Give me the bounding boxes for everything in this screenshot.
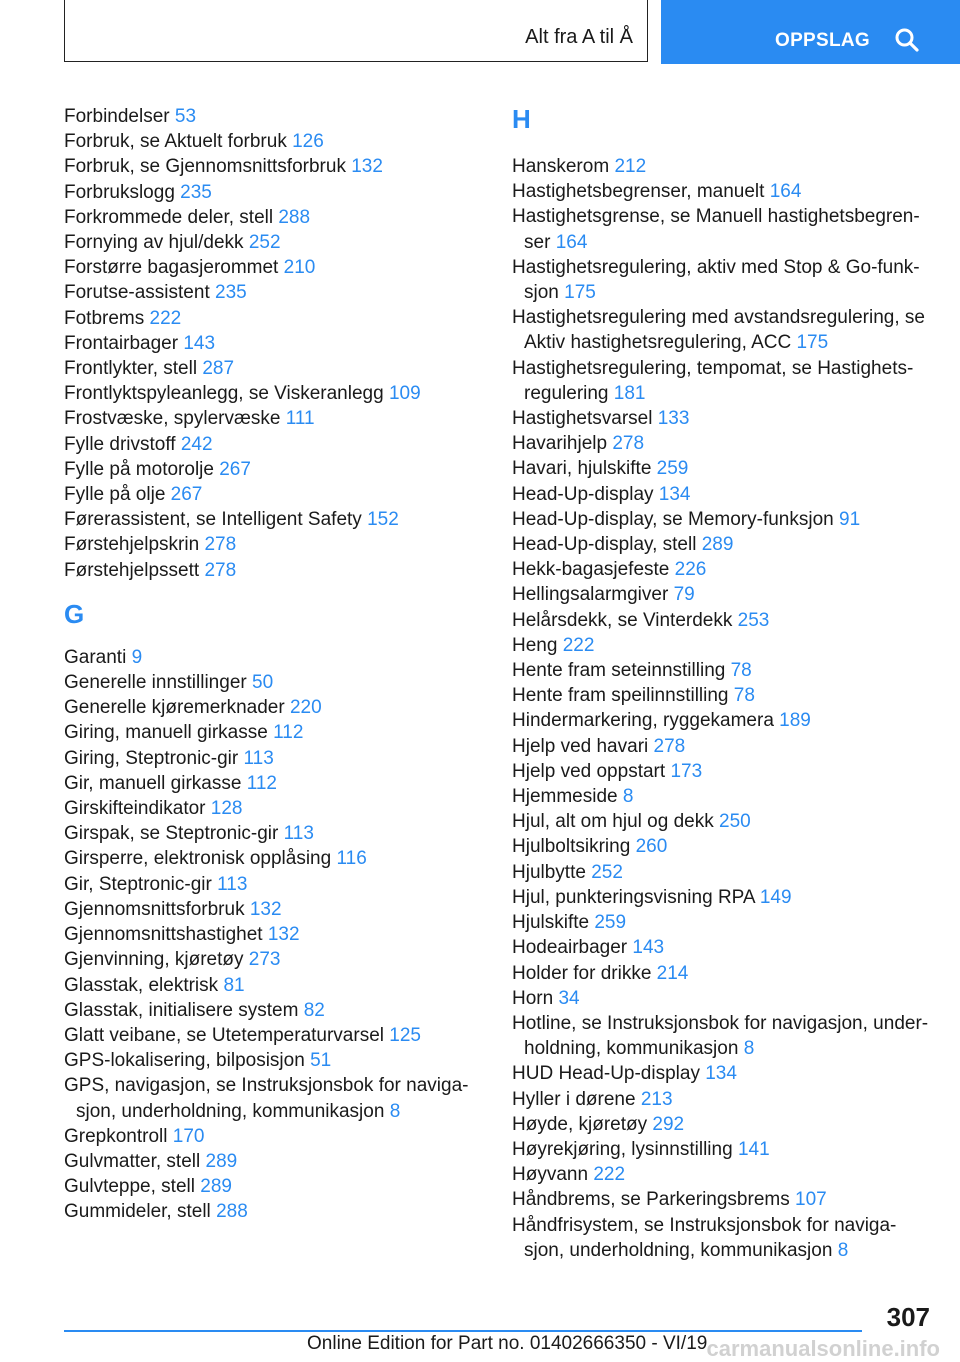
index-entry: [512, 1011, 942, 1061]
index-entry-text: Heng: [512, 634, 558, 656]
page-link[interactable]: 288: [216, 1201, 248, 1223]
index-entry-text: Fylle på olje: [64, 484, 166, 506]
page-link[interactable]: 222: [562, 634, 595, 656]
page-link[interactable]: 213: [640, 1088, 673, 1110]
index-entry-text: Generelle innstillinger: [64, 672, 247, 694]
index-entry-text-continued: Aktiv hastighetsregulering, ACC: [524, 332, 792, 354]
index-entry: [64, 1023, 494, 1048]
index-entry: [512, 557, 942, 582]
page-link[interactable]: 143: [632, 937, 665, 959]
index-entry: [64, 821, 494, 846]
page-link[interactable]: 133: [657, 408, 690, 430]
index-entry: [512, 885, 942, 910]
page-link[interactable]: 143: [183, 332, 216, 354]
index-entry: [512, 961, 942, 986]
index-entry: [512, 860, 942, 885]
index-entry: [512, 759, 942, 784]
index-entry-text: Hente fram seteinnstilling: [512, 660, 726, 682]
index-entry: [64, 280, 494, 305]
footer-divider: [64, 1330, 862, 1332]
search-icon: [894, 27, 920, 53]
page-link[interactable]: 222: [149, 307, 182, 329]
index-entry-text: Hotline, se Instruksjonsbok for navigasjon, under-: [512, 1012, 929, 1034]
page-link[interactable]: 222: [593, 1164, 626, 1186]
page-link[interactable]: 132: [267, 924, 300, 946]
index-entry-text: Forkrommede deler, stell: [64, 206, 274, 228]
index-entry-text: HUD Head-Up-display: [512, 1063, 700, 1085]
page-link[interactable]: 170: [172, 1125, 205, 1147]
index-entry: [64, 406, 494, 431]
index-entry-text: Hastighetsgrense, se Manuell hastighetsbegren-: [512, 206, 920, 228]
index-entry-text: Førstehjelpskrin: [64, 534, 200, 556]
index-entry-text: Grepkontroll: [64, 1125, 168, 1147]
index-entry-text: Hente fram speilinnstilling: [512, 685, 729, 707]
oppslag-button-label: OPPSLAG: [775, 30, 871, 51]
index-entry-text: Head-Up-display, stell: [512, 534, 697, 556]
page-link[interactable]: 81: [223, 974, 245, 996]
index-entry: [512, 179, 942, 204]
index-entry: [512, 406, 942, 431]
index-entry-text: Hastighetsvarsel: [512, 408, 653, 430]
page-link[interactable]: 220: [289, 697, 322, 719]
index-entry-text: Hastighetsbegrenser, manuelt: [512, 181, 765, 203]
index-entry-text: Gir, manuell girkasse: [64, 772, 242, 794]
index-entry: [64, 1149, 494, 1174]
index-entry-text: Førstehjelpssett: [64, 559, 200, 581]
index-entry-text: Hjelp ved oppstart: [512, 760, 666, 782]
index-entry: [64, 1199, 494, 1224]
index-entry: [64, 205, 494, 230]
index-entry: [64, 457, 494, 482]
index-column-right: [512, 104, 942, 1263]
index-entry: [64, 482, 494, 507]
index-entry-text: Hindermarkering, ryggekamera: [512, 710, 774, 732]
index-entry-text: Hjulskifte: [512, 912, 590, 934]
index-entry: [512, 1187, 942, 1212]
index-entry-text: Havari, hjulskifte: [512, 458, 652, 480]
index-entry-text: Fylle på motorolje: [64, 458, 214, 480]
page-link[interactable]: 164: [555, 231, 588, 253]
page-link[interactable]: 134: [705, 1063, 737, 1085]
index-entry-text: Hjul, alt om hjul og dekk: [512, 811, 714, 833]
index-entry-text: Holder for drikke: [512, 962, 652, 984]
index-entry-text: Havarihjelp: [512, 433, 608, 455]
watermark: carmanualsonline.info: [706, 1336, 940, 1361]
index-entry: [64, 255, 494, 280]
index-entry-text: Hjemmeside: [512, 786, 618, 808]
index-entry: [512, 356, 942, 406]
page-link[interactable]: 252: [591, 861, 623, 883]
page-link[interactable]: 50: [252, 672, 274, 694]
page-link[interactable]: 78: [733, 685, 755, 707]
index-entry: [64, 695, 494, 720]
index-entry-text: Høyde, kjøretøy: [512, 1113, 648, 1135]
index-entry-text: Generelle kjøremerknader: [64, 697, 285, 719]
index-entry: [64, 998, 494, 1023]
index-entry: [512, 255, 942, 305]
index-entry: [512, 834, 942, 859]
index-entry: [64, 973, 494, 998]
index-entry-text: Førerassistent, se Intelligent Safety: [64, 509, 362, 531]
page-link[interactable]: 8: [837, 1239, 849, 1261]
page-link[interactable]: 181: [613, 382, 646, 404]
page-link[interactable]: 289: [701, 534, 734, 556]
index-entry-text: Forbrukslogg: [64, 181, 175, 203]
page-link[interactable]: 235: [215, 282, 247, 304]
index-entry: [64, 947, 494, 972]
page-link[interactable]: 8: [743, 1038, 755, 1060]
index-entry-text: Glatt veibane, se Utetemperaturvarsel: [64, 1024, 384, 1046]
header-tab: [64, 0, 648, 62]
index-entry: [64, 356, 494, 381]
index-entry-text: Glasstak, initialisere system: [64, 999, 299, 1021]
index-entry: [512, 809, 942, 834]
index-entry: [512, 683, 942, 708]
index-entry: [64, 645, 494, 670]
index-entry-text: Frontairbager: [64, 332, 179, 354]
section-letter: G: [64, 598, 85, 629]
index-entry: [512, 910, 942, 935]
index-entry-text: GPS, navigasjon, se Instruksjonsbok for naviga-: [64, 1075, 469, 1097]
index-entry: [64, 746, 494, 771]
index-entry: [64, 154, 494, 179]
index-entry: [512, 1087, 942, 1112]
index-entry: [512, 1137, 942, 1162]
page-link[interactable]: 53: [174, 106, 197, 127]
index-entry-text: Frontlykter, stell: [64, 358, 198, 380]
index-entry: [64, 846, 494, 871]
page-link[interactable]: 259: [594, 912, 627, 934]
index-entry-text: Gir, Steptronic-gir: [64, 873, 212, 895]
index-entry: [64, 104, 494, 129]
page-link[interactable]: 273: [248, 949, 281, 971]
index-entry-text: Garanti: [64, 646, 127, 668]
index-entry: [64, 558, 494, 583]
page-link[interactable]: 116: [336, 848, 367, 870]
index-entry-text: Høyvann: [512, 1164, 589, 1186]
page-link[interactable]: 8: [389, 1100, 401, 1122]
page-link[interactable]: 289: [205, 1150, 238, 1172]
index-entry: [64, 381, 494, 406]
index-entry-text: Hastighetsregulering, aktiv med Stop & Go-funk-: [512, 256, 920, 278]
index-entry: [512, 708, 942, 733]
page-link[interactable]: 51: [310, 1050, 332, 1072]
page-link[interactable]: 287: [202, 358, 235, 380]
index-entry-text: Helårsdekk, se Vinterdekk: [512, 609, 733, 631]
index-entry: [64, 1124, 494, 1149]
index-entry-text: Frontlyktspyleanlegg, se Viskeranlegg: [64, 383, 384, 405]
page-link[interactable]: 278: [612, 433, 645, 455]
page-title: Alt fra A til Å: [525, 26, 633, 48]
index-entry: [64, 1073, 494, 1123]
index-entry: [512, 305, 942, 355]
index-entry: [64, 897, 494, 922]
index-entry-text: Horn: [512, 987, 554, 1009]
index-entry-text: Håndbrems, se Parkeringsbrems: [512, 1189, 790, 1211]
page-link[interactable]: 214: [656, 962, 689, 984]
index-entry-text-continued: ser: [524, 231, 551, 253]
index-entry: [64, 1174, 494, 1199]
page-link[interactable]: 113: [283, 823, 314, 845]
index-entry: [512, 431, 942, 456]
index-entry: [512, 784, 942, 809]
index-entry-text: Gulvmatter, stell: [64, 1150, 201, 1172]
index-entry-text: Hekk-bagasjefeste: [512, 559, 670, 581]
page-link[interactable]: 164: [769, 181, 802, 203]
index-entry-text: Girsperre, elektronisk opplåsing: [64, 848, 332, 870]
index-entry: [512, 582, 942, 607]
index-entry-text: Fotbrems: [64, 307, 145, 329]
index-entry-text: Hjulboltsikring: [512, 836, 631, 858]
page-link[interactable]: 175: [564, 282, 596, 304]
index-entry-text: Hastighetsregulering med avstandsregulering, se: [512, 307, 925, 329]
index-entry-text: Gjennomsnittsforbruk: [64, 898, 245, 920]
index-entry-text: Fylle drivstoff: [64, 433, 176, 455]
index-entry-text: Head-Up-display: [512, 483, 654, 505]
index-entry-text: Giring, manuell girkasse: [64, 722, 268, 744]
page-link[interactable]: 212: [614, 156, 647, 177]
index-entry: [512, 1162, 942, 1187]
page-link[interactable]: 259: [656, 458, 689, 480]
index-entry: [512, 456, 942, 481]
page-link[interactable]: 91: [839, 508, 861, 530]
index-entry-text: Hanskerom: [512, 156, 610, 177]
index-entry-text: Hjelp ved havari: [512, 735, 649, 757]
index-entry-text: Girspak, se Steptronic-gir: [64, 823, 279, 845]
page-link[interactable]: 189: [779, 710, 811, 732]
index-entry-text: Forutse-assistent: [64, 282, 210, 304]
page-link[interactable]: 134: [658, 483, 691, 505]
page-link[interactable]: 132: [249, 898, 282, 920]
index-entry-text: Giring, Steptronic-gir: [64, 747, 239, 769]
index-entry-text: Hastighetsregulering, tempomat, se Hastighets-: [512, 357, 914, 379]
index-entry-text: Gjenvinning, kjøretøy: [64, 949, 244, 971]
page-link[interactable]: 82: [303, 999, 325, 1021]
index-entry: [64, 1048, 494, 1073]
page-link[interactable]: 250: [719, 811, 751, 833]
index-entry: [512, 204, 942, 254]
page-link[interactable]: 235: [180, 181, 212, 203]
page-link[interactable]: 267: [170, 484, 203, 506]
index-entry-text: Hodeairbager: [512, 937, 628, 959]
page-link[interactable]: 173: [670, 760, 703, 782]
page-link[interactable]: 242: [180, 433, 213, 455]
index-entry: [64, 922, 494, 947]
page-link[interactable]: 289: [200, 1176, 232, 1198]
index-entry-text: Gjennomsnittshastighet: [64, 924, 263, 946]
page-link[interactable]: 278: [653, 735, 686, 757]
index-entry-text: Hellingsalarmgiver: [512, 584, 669, 606]
index-entry-text: Forbruk, se Aktuelt forbruk: [64, 131, 287, 153]
index-entry: [512, 658, 942, 683]
index-entry-text: Fornying av hjul/dekk: [64, 232, 244, 254]
index-entry: [512, 935, 942, 960]
index-entry: [64, 180, 494, 205]
edition-text: Online Edition for Part no. 01402666350 - VI/19: [307, 1333, 708, 1354]
page-link[interactable]: 34: [558, 987, 580, 1009]
page-link[interactable]: 278: [204, 559, 237, 581]
index-entry-text-continued: sjon: [524, 282, 559, 304]
page-link[interactable]: 125: [389, 1024, 421, 1046]
page-link[interactable]: 226: [674, 559, 707, 581]
page-link[interactable]: 9: [131, 646, 143, 668]
page-link[interactable]: 112: [246, 772, 277, 794]
index-entry-text: Forbruk, se Gjennomsnittsforbruk: [64, 156, 346, 178]
page-link[interactable]: 132: [351, 156, 383, 178]
index-entry-text: Forbindelser: [64, 106, 170, 127]
index-entry: [512, 507, 942, 532]
page-link[interactable]: 149: [759, 886, 792, 908]
index-entry: [64, 796, 494, 821]
index-entry: [512, 482, 942, 507]
page-link[interactable]: 113: [243, 747, 274, 769]
page-link[interactable]: 253: [737, 609, 770, 631]
index-entry: [64, 230, 494, 255]
index-entry-text-continued: holdning, kommunikasjon: [524, 1038, 739, 1060]
page-link[interactable]: 260: [635, 836, 668, 858]
page-link[interactable]: 210: [283, 257, 316, 279]
index-entry: [512, 154, 942, 179]
page-link[interactable]: 128: [210, 798, 243, 820]
index-entry-text: Hjul, punkteringsvisning RPA: [512, 886, 755, 908]
index-entry-text: Håndfrisystem, se Instruksjonsbok for naviga-: [512, 1214, 897, 1236]
index-entry: [64, 771, 494, 796]
page-number: 307: [886, 1302, 930, 1332]
index-entry: [512, 633, 942, 658]
index-entry: [512, 734, 942, 759]
index-entry-text: Hjulbytte: [512, 861, 586, 883]
index-entry-text: Frostvæske, spylervæske: [64, 408, 281, 430]
index-entry-text: Høyrekjøring, lysinnstilling: [512, 1138, 733, 1160]
index-entry: [512, 608, 942, 633]
page-link[interactable]: 288: [278, 206, 311, 228]
index-entry: [512, 532, 942, 557]
page-link[interactable]: 78: [730, 660, 752, 682]
page-link[interactable]: 175: [796, 332, 829, 354]
index-entry-text: Hyller i dørene: [512, 1088, 636, 1110]
page-link[interactable]: 112: [273, 722, 304, 744]
page-link[interactable]: 126: [292, 131, 324, 153]
index-entry: [512, 1061, 942, 1086]
page-link[interactable]: 109: [388, 383, 421, 405]
index-entry-text: Forstørre bagasjerommet: [64, 257, 279, 279]
oppslag-button[interactable]: [661, 0, 960, 64]
index-entry-text: Gulvteppe, stell: [64, 1176, 195, 1198]
page-link[interactable]: 107: [795, 1189, 827, 1211]
index-entry: [64, 720, 494, 745]
section-letter: H: [512, 104, 531, 134]
page-link[interactable]: 267: [219, 458, 251, 480]
index-entry-text-continued: sjon, underholdning, kommunikasjon: [524, 1239, 833, 1261]
page-link[interactable]: 252: [248, 232, 281, 254]
index-entry: [64, 872, 494, 897]
page-link[interactable]: 8: [622, 786, 634, 808]
index-entry: [64, 507, 494, 532]
index-entry-text: Gummideler, stell: [64, 1201, 211, 1223]
index-entry-text-continued: regulering: [524, 382, 609, 404]
index-entry: [64, 331, 494, 356]
index-entry-text: GPS-lokalisering, bilposisjon: [64, 1050, 305, 1072]
index-column-left: [64, 104, 494, 1225]
index-entry: [64, 670, 494, 695]
index-entry: [512, 1112, 942, 1137]
index-entry-text-continued: sjon, underholdning, kommunikasjon: [76, 1100, 385, 1122]
index-entry: [512, 1213, 942, 1263]
page-link[interactable]: 278: [204, 534, 237, 556]
page-link[interactable]: 111: [285, 408, 315, 430]
index-entry-text: Girskifteindikator: [64, 798, 206, 820]
index-entry: [64, 129, 494, 154]
index-entry: [512, 986, 942, 1011]
index-entry-text: Glasstak, elektrisk: [64, 974, 219, 996]
page-link[interactable]: 292: [652, 1113, 685, 1135]
index-entry: [64, 432, 494, 457]
page-link[interactable]: 113: [217, 873, 248, 895]
index-entry: [64, 306, 494, 331]
index-entry-text: Head-Up-display, se Memory-funksjon: [512, 508, 834, 530]
page-link[interactable]: 79: [673, 584, 695, 606]
index-entry: [64, 532, 494, 557]
page-link[interactable]: 141: [737, 1138, 770, 1160]
page-link[interactable]: 152: [367, 509, 399, 531]
